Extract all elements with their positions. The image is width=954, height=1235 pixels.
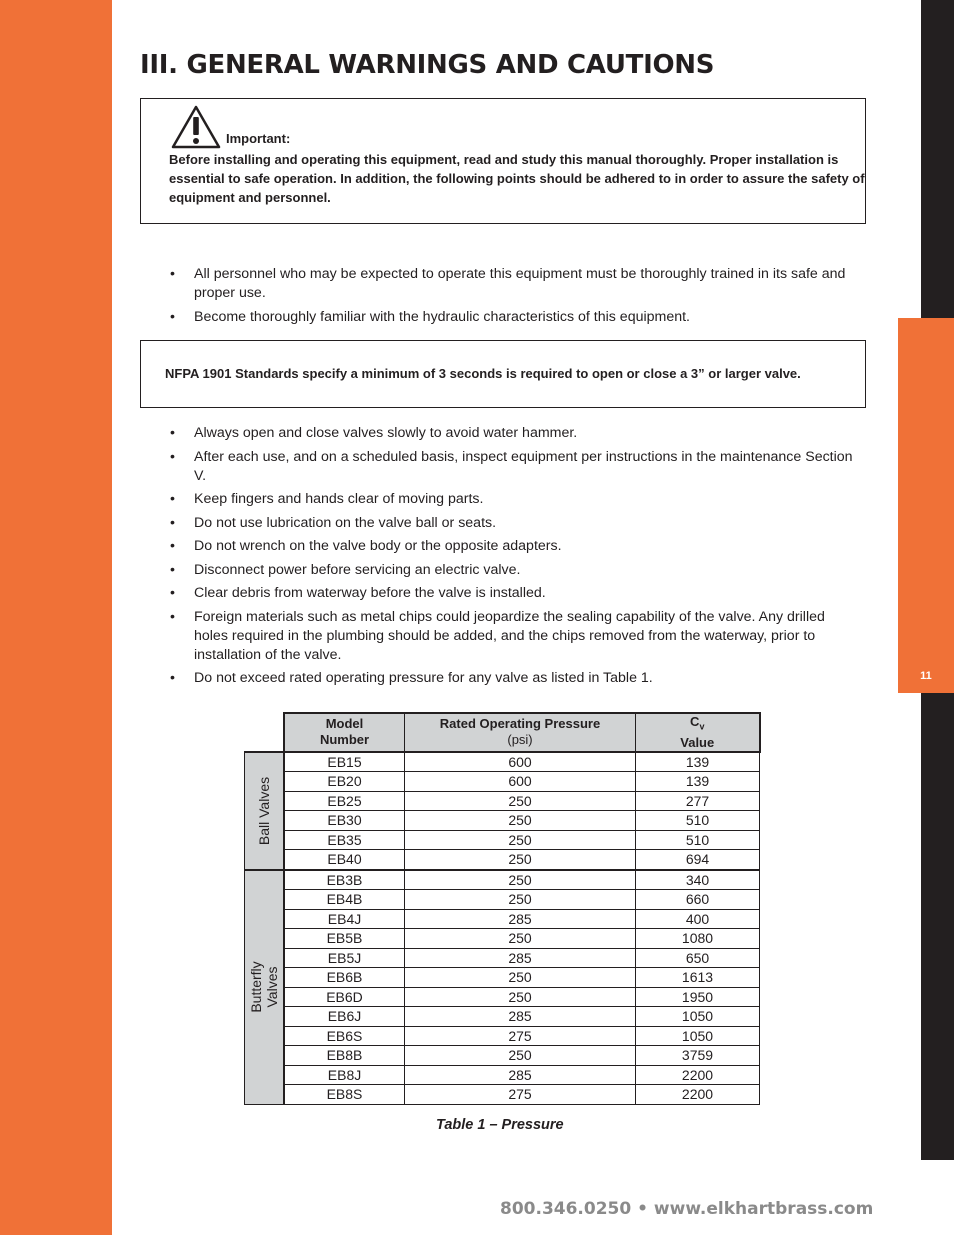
group-label-cell [245,870,285,1105]
group-label-line: Valves [264,966,280,1008]
cell-model-number: EB30 [284,811,405,831]
cell-cv-value: 1050 [636,1007,760,1027]
bullet-text: All personnel who may be expected to operate this equipment must be thoroughly trained in its safe and proper use. [194,266,846,301]
bullet-item [168,308,858,327]
important-text: Before installing and operating this equipment, read and study this manual thoroughly. Proper installation is essential to safe operation. In addition, the following points should be adhered to in order to assure the safety of equipment and personnel. [169,152,865,205]
cell-rated-pressure: 250 [405,929,636,949]
table-row [245,752,760,772]
bullet-text: Clear debris from waterway before the valve is installed. [194,585,546,601]
table-row [245,1085,760,1105]
header-rated-pressure [405,713,636,752]
table-row [245,811,760,831]
cell-rated-pressure: 600 [405,772,636,792]
cell-model-number: EB5J [284,948,405,968]
cell-rated-pressure: 250 [405,811,636,831]
page-number-tab [898,318,954,693]
cell-cv-value: 510 [636,811,760,831]
cell-cv-value: 660 [636,890,760,910]
left-accent-bar [0,0,112,1235]
cell-model-number: EB4J [284,909,405,929]
nfpa-note-box [140,340,866,408]
cell-cv-value: 139 [636,772,760,792]
table-row [245,870,760,890]
table-row [245,987,760,1007]
bullet-item [168,514,858,533]
page-number: 11 [920,670,932,682]
group-label [248,961,280,1012]
header-cv-value [636,713,760,752]
table-row [245,830,760,850]
cell-cv-value: 694 [636,850,760,870]
bullet-text: Disconnect power before servicing an electric valve. [194,561,521,578]
cell-model-number: EB4B [284,890,405,910]
table-header-row [245,713,760,752]
table-row [245,929,760,949]
cell-cv-value: 1613 [636,968,760,988]
bullet-dot: • [170,425,175,441]
cell-model-number: EB5B [284,929,405,949]
cell-rated-pressure: 285 [405,1007,636,1027]
bullet-item [168,265,858,303]
cell-cv-value: 3759 [636,1046,760,1066]
cell-model-number: EB25 [284,791,405,811]
header-model-number [284,713,405,752]
table-row [245,909,760,929]
cell-model-number: EB20 [284,772,405,792]
cell-model-number: EB6D [284,987,405,1007]
bullet-dot: • [170,585,175,601]
cell-model-number: EB8J [284,1065,405,1085]
table-row [245,1026,760,1046]
cell-cv-value: 650 [636,948,760,968]
cell-rated-pressure: 285 [405,948,636,968]
important-warning-box [140,98,866,224]
bullet-dot: • [170,266,175,282]
table-row [245,1046,760,1066]
warning-triangle-icon [171,105,221,149]
bullet-text: Keep fingers and hands clear of moving parts. [194,491,484,507]
bullet-dot: • [170,538,175,554]
bullet-dot: • [170,448,175,465]
pressure-table [244,712,761,1105]
table-row [245,968,760,988]
cell-cv-value: 2200 [636,1065,760,1085]
bullet-item [168,448,858,486]
cell-rated-pressure: 250 [405,968,636,988]
header-cv-subscript: v [699,721,705,732]
table-body [245,752,760,1105]
bullet-text: Do not exceed rated operating pressure for any valve as listed in Table 1. [194,670,653,686]
cell-model-number: EB8B [284,1046,405,1066]
bullet-item [168,669,858,688]
bullet-dot: • [170,514,175,531]
header-cv-symbol: C [690,714,700,729]
important-label: Important: [226,131,291,146]
header-model-line2: Number [319,732,370,748]
cell-model-number: EB6B [284,968,405,988]
header-model-line1: Model [325,716,364,732]
cell-rated-pressure: 600 [405,752,636,772]
bullet-text: Become thoroughly familiar with the hydraulic characteristics of this equipment. [194,308,691,325]
footer-contact: 800.346.0250 • www.elkhartbrass.com [500,1199,874,1219]
cell-rated-pressure: 250 [405,830,636,850]
bullet-text: Do not wrench on the valve body or the opposite adapters. [194,538,562,554]
bullet-text: After each use, and on a scheduled basis, inspect equipment per instructions in the maintenance Section V. [194,448,853,484]
cell-rated-pressure: 250 [405,850,636,870]
bullet-item [168,424,858,443]
cell-cv-value: 2200 [636,1085,760,1105]
bullet-dot: • [170,491,175,507]
table-row [245,1007,760,1027]
cell-rated-pressure: 275 [405,1085,636,1105]
bullet-item [168,584,858,603]
header-pressure-line1: Rated Operating Pressure [439,716,601,732]
group-label [256,776,272,844]
page-title: III. GENERAL WARNINGS AND CAUTIONS [140,50,715,80]
cell-model-number: EB15 [284,752,405,772]
bullet-dot: • [170,561,175,578]
bullet-dot: • [170,608,175,625]
header-pressure-unit: (psi) [507,732,533,748]
bullet-dot: • [170,670,175,686]
header-cv-line2: Value [680,734,715,750]
cell-rated-pressure: 285 [405,909,636,929]
cell-rated-pressure: 250 [405,890,636,910]
table-caption: Table 1 – Pressure [436,1117,564,1133]
table-row [245,772,760,792]
cell-model-number: EB40 [284,850,405,870]
cell-model-number: EB3B [284,870,405,890]
table-row [245,890,760,910]
bullet-item [168,608,858,665]
table-row [245,1065,760,1085]
cell-cv-value: 340 [636,870,760,890]
cell-cv-value: 1950 [636,987,760,1007]
bullet-text: Do not use lubrication on the valve ball or seats. [194,514,497,531]
table-row [245,791,760,811]
cell-model-number: EB6J [284,1007,405,1027]
cell-rated-pressure: 250 [405,791,636,811]
group-label-line: Butterfly [248,961,264,1013]
cell-cv-value: 139 [636,752,760,772]
bullet-item [168,490,858,509]
bullet-list-bottom [168,424,858,693]
cell-model-number: EB6S [284,1026,405,1046]
table-row [245,948,760,968]
cell-cv-value: 510 [636,830,760,850]
cell-rated-pressure: 250 [405,1046,636,1066]
bullet-text: Foreign materials such as metal chips could jeopardize the sealing capability of the valve. Any drilled holes required in the plumbing should be added, and the chips removed from the waterway, prior to installation of the valve. [194,608,825,663]
cell-rated-pressure: 285 [405,1065,636,1085]
bullet-text: Always open and close valves slowly to avoid water hammer. [194,425,578,441]
table-corner [245,713,285,752]
cell-cv-value: 1050 [636,1026,760,1046]
bullet-dot: • [170,308,175,325]
cell-cv-value: 400 [636,909,760,929]
cell-rated-pressure: 250 [405,987,636,1007]
cell-rated-pressure: 250 [405,870,636,890]
right-edge-gap [919,1160,954,1235]
group-label-cell [245,752,285,870]
table-row [245,850,760,870]
bullet-item [168,537,858,556]
nfpa-note-text: NFPA 1901 Standards specify a minimum of 3 seconds is required to open or close a 3” or larger valve. [165,366,801,381]
cell-rated-pressure: 275 [405,1026,636,1046]
bullet-item [168,561,858,580]
cell-model-number: EB8S [284,1085,405,1105]
group-label-line: Ball Valves [256,776,272,845]
cell-model-number: EB35 [284,830,405,850]
bullet-list-top [168,265,858,331]
cell-cv-value: 1080 [636,929,760,949]
cell-cv-value: 277 [636,791,760,811]
